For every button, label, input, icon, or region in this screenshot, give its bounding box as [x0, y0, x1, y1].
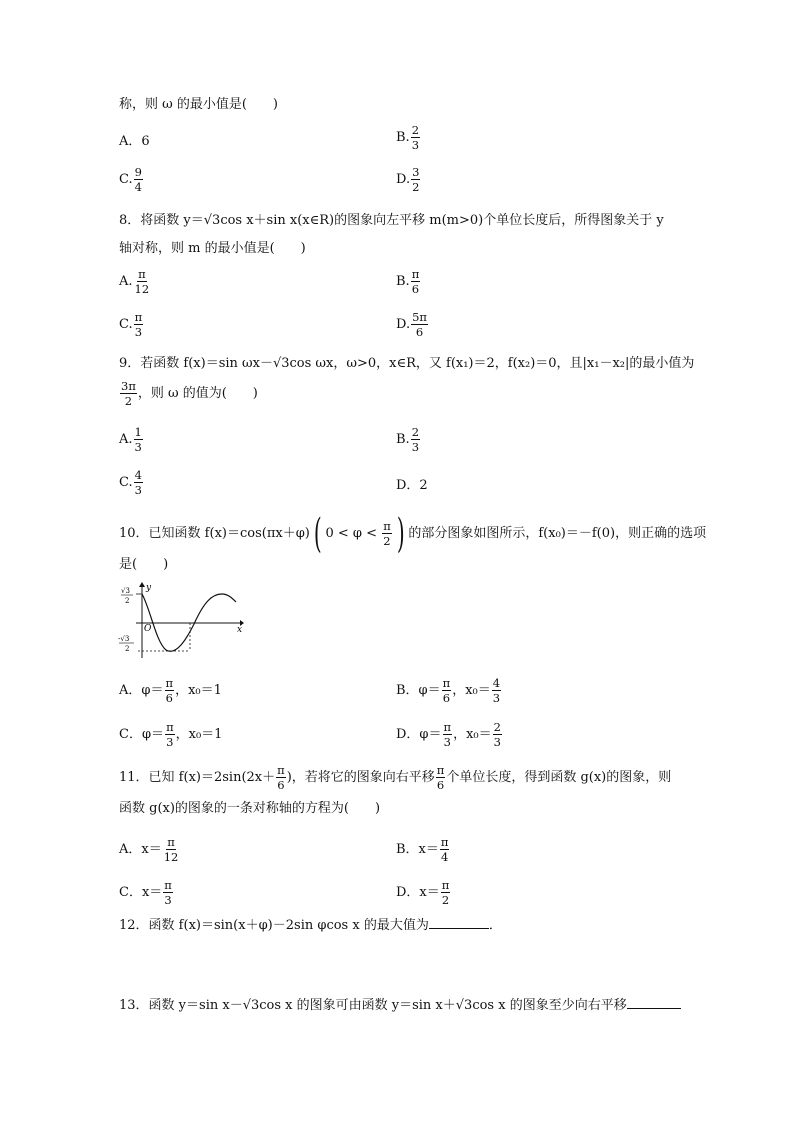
- q11-stem-line1: [119, 764, 671, 791]
- option-label: C.: [119, 172, 133, 187]
- question-number: 11．: [119, 770, 149, 785]
- paren-right: ): [396, 510, 405, 557]
- q12-stem: [119, 916, 502, 935]
- q11-option-d[interactable]: [396, 879, 451, 906]
- fraction: $\frac{4}{3}$: [492, 676, 501, 705]
- option-label: D.: [396, 172, 411, 187]
- fraction: $\frac{4}{3}$: [134, 468, 142, 497]
- q10-option-c[interactable]: [119, 721, 222, 748]
- stem-text: 将函数 y＝√3cos x＋sin x(x∈R)的图象向左平移 m(m>0)个单位长度后，所得图象关于 y: [140, 213, 664, 228]
- question-number: 8．: [119, 213, 141, 228]
- stem-text: 函数 y＝sin x－√3cos x 的图象可由函数 y＝sin x＋√3cos x 的图象至少向右平移: [148, 998, 627, 1013]
- q8-option-d[interactable]: [396, 311, 429, 338]
- option-label: C．x＝: [119, 885, 163, 900]
- fraction: $\frac{\pi}{6}$: [436, 763, 445, 792]
- q8-option-b[interactable]: [396, 268, 421, 295]
- option-tail: ，x₀＝: [453, 727, 492, 742]
- question-number: 9．: [119, 356, 141, 371]
- fraction: $\frac{\pi}{2}$: [383, 519, 391, 548]
- option-label: A．φ＝: [119, 683, 164, 698]
- option-label: B.: [396, 432, 410, 447]
- q9-option-d[interactable]: D．2: [396, 478, 428, 493]
- y-bottom-label-num: -√3: [118, 635, 130, 643]
- fraction: $\frac{\pi}{12}$: [163, 835, 179, 864]
- stem-text: 个单位长度，得到函数 g(x)的图象，则: [446, 770, 672, 785]
- option-label: A.: [119, 274, 133, 289]
- q10-option-d[interactable]: [396, 721, 503, 748]
- fraction: $\frac{\pi}{4}$: [440, 835, 449, 864]
- q7-option-c[interactable]: [119, 166, 144, 193]
- fraction: $\frac{2}{3}$: [493, 720, 501, 749]
- stem-text: 函数 f(x)＝sin(x＋φ)－2sin φcos x 的最大值为: [148, 918, 429, 933]
- y-top-label-den: 2: [125, 597, 130, 605]
- option-label: B．x＝: [396, 842, 439, 857]
- stem-text: 已知 f(x)＝2sin(2x＋: [148, 770, 276, 785]
- q10-option-b[interactable]: [396, 677, 502, 704]
- question-number: 10．: [119, 526, 149, 541]
- q9-option-c[interactable]: [119, 469, 144, 496]
- fraction: $\frac{\pi}{6}$: [165, 676, 174, 705]
- question-number: 13．: [119, 998, 149, 1013]
- q7-option-d[interactable]: [396, 166, 421, 193]
- option-tail: ，x₀＝: [452, 683, 491, 698]
- q9-stem-line2: [119, 380, 258, 407]
- stem-end: ．: [488, 918, 502, 933]
- answer-blank[interactable]: [429, 916, 489, 929]
- option-label: D．φ＝: [396, 727, 442, 742]
- q9-option-b[interactable]: [396, 426, 421, 453]
- q11-stem-line2: 函数 g(x)的图象的一条对称轴的方程为( ): [119, 801, 381, 816]
- stem-text: )，若将它的图象向右平移: [286, 770, 435, 785]
- fraction: $\frac{2}{3}$: [411, 123, 420, 152]
- y-bottom-label-den: 2: [125, 645, 130, 653]
- q11-option-a[interactable]: [119, 836, 180, 863]
- y-axis-label: y: [146, 583, 152, 593]
- stem-text: 的部分图象如图所示，f(x₀)＝－f(0)，则正确的选项: [408, 526, 707, 541]
- stem-text: 已知函数 f(x)＝cos(πx＋φ): [148, 526, 310, 541]
- fraction: $\frac{2}{3}$: [411, 425, 420, 454]
- fraction: $\frac{\pi}{3}$: [166, 720, 174, 749]
- q10-function-graph: [118, 580, 248, 660]
- option-label: B.: [396, 274, 410, 289]
- q8-option-a[interactable]: [119, 268, 151, 295]
- fraction: $\frac{\pi}{3}$: [134, 310, 143, 339]
- q10-stem-line2: 是( ): [119, 557, 169, 572]
- fraction: $\frac{\pi}{6}$: [277, 763, 285, 792]
- option-tail: ，x₀＝1: [175, 727, 223, 742]
- q10-option-a[interactable]: [119, 677, 222, 704]
- option-label: B.: [396, 130, 410, 145]
- q7-option-b[interactable]: [396, 124, 421, 151]
- fraction: $\frac{\pi}{12}$: [134, 267, 150, 296]
- stem-text: ，则 ω 的值为( ): [137, 386, 258, 401]
- q11-option-b[interactable]: [396, 836, 450, 863]
- x-axis-label: x: [237, 625, 243, 635]
- question-number: 12．: [119, 918, 149, 933]
- fraction: $\frac{5\pi}{6}$: [412, 310, 427, 339]
- origin-label: O: [144, 624, 152, 634]
- fraction: $\frac{3\pi}{2}$: [121, 379, 136, 408]
- option-label: C．φ＝: [119, 727, 165, 742]
- q13-stem: [119, 996, 681, 1015]
- option-tail: ，x₀＝1: [175, 683, 222, 698]
- q7-stem-tail: 称，则 ω 的最小值是( ): [119, 97, 279, 112]
- fraction: $\frac{1}{3}$: [134, 425, 142, 454]
- option-label: C.: [119, 475, 133, 490]
- option-label: A．x＝: [119, 842, 162, 857]
- option-label: C.: [119, 317, 133, 332]
- y-axis-arrow-icon: [139, 582, 145, 587]
- fraction: $\frac{\pi}{3}$: [164, 878, 172, 907]
- option-label: A.: [119, 432, 133, 447]
- option-label: B．φ＝: [396, 683, 441, 698]
- q9-stem-line1: [119, 355, 694, 373]
- q8-stem-line1: [119, 212, 664, 230]
- fraction: $\frac{\pi}{6}$: [442, 676, 451, 705]
- q10-stem-line1: [119, 510, 707, 557]
- option-label: D.: [396, 317, 411, 332]
- answer-blank[interactable]: [627, 996, 681, 1009]
- option-label: D．x＝: [396, 885, 440, 900]
- q9-option-a[interactable]: [119, 426, 144, 453]
- q11-option-c[interactable]: [119, 879, 174, 906]
- stem-text: 若函数 f(x)＝sin ωx－√3cos ωx，ω>0，x∈R，又 f(x₁)＝2，f(x₂)＝0，且|x₁－x₂|的最小值为: [140, 356, 695, 371]
- fraction: $\frac{\pi}{2}$: [441, 878, 450, 907]
- fraction: $\frac{\pi}{3}$: [443, 720, 452, 749]
- y-top-label-num: √3: [121, 587, 130, 595]
- paren-left: (: [313, 510, 322, 557]
- q7-option-a[interactable]: A．6: [119, 134, 150, 149]
- q8-stem-line2: 轴对称，则 m 的最小值是( ): [119, 241, 306, 256]
- fraction: $\frac{9}{4}$: [134, 165, 142, 194]
- condition-text: 0 < φ <: [325, 526, 382, 541]
- fraction: $\frac{3}{2}$: [412, 165, 420, 194]
- fraction: $\frac{\pi}{6}$: [411, 267, 420, 296]
- q8-option-c[interactable]: [119, 311, 144, 338]
